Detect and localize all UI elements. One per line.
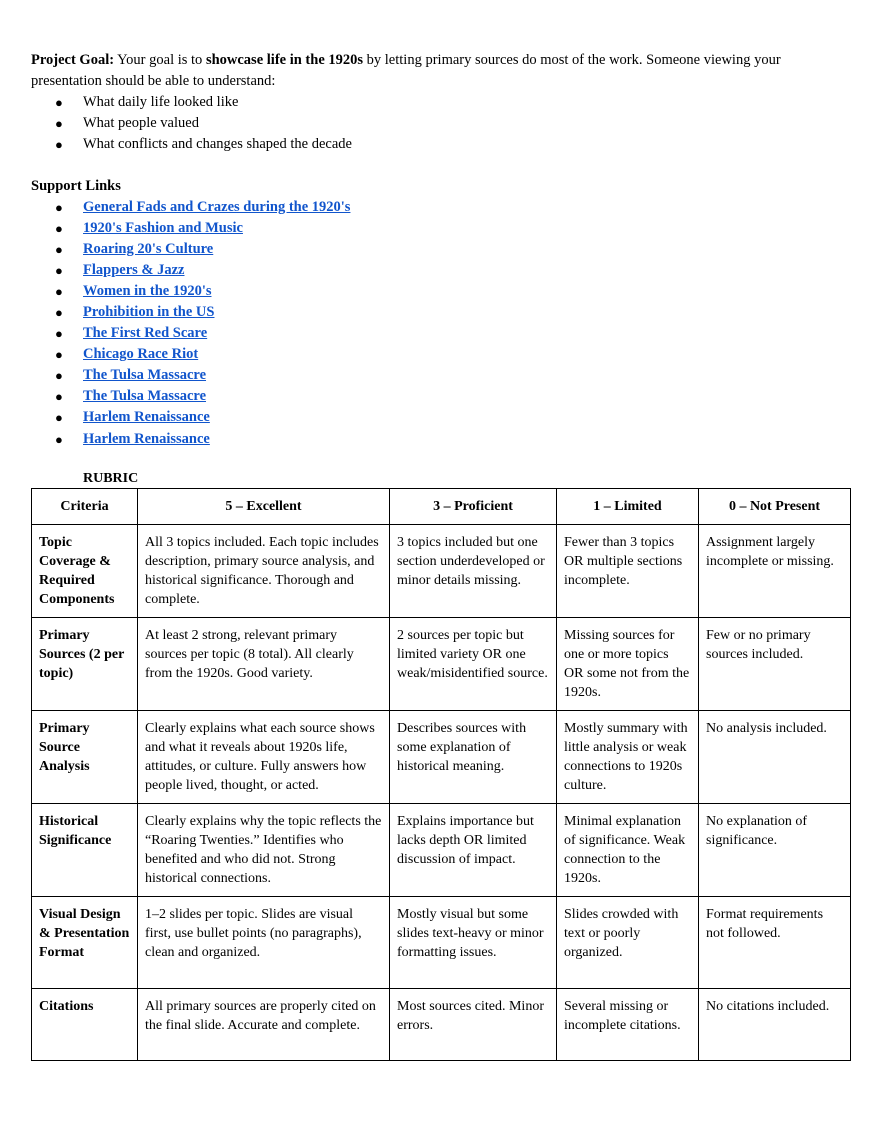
list-item: ● What daily life looked like <box>31 92 851 113</box>
list-item <box>31 197 851 218</box>
list-item <box>31 429 851 450</box>
list-item <box>31 218 851 239</box>
table-row <box>32 525 851 618</box>
table-row <box>32 897 851 989</box>
bullet-icon: ● <box>55 137 63 152</box>
list-item <box>31 407 851 428</box>
bullet-icon: ● <box>55 200 63 215</box>
link-tulsa-massacre-2[interactable]: The Tulsa Massacre <box>83 388 207 404</box>
bullet-icon: ● <box>55 410 63 425</box>
project-goal-text-2: by letting primary sources do most of the work. Someone viewing your presentation should be able to understand: <box>31 52 781 89</box>
criteria-cell: Citations <box>32 989 138 1061</box>
excellent-cell: All primary sources are properly cited on the final slide. Accurate and complete. <box>138 989 390 1061</box>
rubric-table <box>31 488 851 1061</box>
link-harlem-renaissance[interactable]: Harlem Renaissance <box>83 409 210 425</box>
list-item <box>31 323 851 344</box>
link-harlem-renaissance-2[interactable]: Harlem Renaissance <box>83 431 210 447</box>
bullet-icon: ● <box>55 116 63 131</box>
bullet-icon: ● <box>55 305 63 320</box>
proficient-cell: Describes sources with some explanation of historical meaning. <box>390 711 557 804</box>
table-row <box>32 618 851 711</box>
project-goal-emphasis: showcase life in the 1920s <box>205 52 364 68</box>
header-limited: 1 – Limited <box>557 489 699 525</box>
document-page <box>31 50 851 1061</box>
list-item <box>31 302 851 323</box>
list-item <box>31 386 851 407</box>
proficient-cell: 2 sources per topic but limited variety OR one weak/misidentified source. <box>390 618 557 711</box>
not-present-cell: No analysis included. <box>699 711 851 804</box>
rubric-title: RUBRIC <box>83 471 139 486</box>
limited-cell: Fewer than 3 topics OR multiple sections incomplete. <box>557 525 699 618</box>
link-women[interactable]: Women in the 1920's <box>83 283 212 299</box>
link-red-scare[interactable]: The First Red Scare <box>83 325 208 341</box>
list-item: ● What people valued <box>31 113 851 134</box>
support-links-list <box>31 197 851 450</box>
bullet-icon: ● <box>55 263 63 278</box>
link-prohibition[interactable]: Prohibition in the US <box>83 304 215 320</box>
bullet-icon: ● <box>55 284 63 299</box>
criteria-cell: Visual Design & Presentation Format <box>32 897 138 989</box>
limited-cell: Minimal explanation of significance. Weak connection to the 1920s. <box>557 804 699 897</box>
link-chicago-race-riot[interactable]: Chicago Race Riot <box>83 346 199 362</box>
project-goal-paragraph <box>31 50 851 92</box>
bullet-icon: ● <box>55 432 63 447</box>
header-criteria: Criteria <box>32 489 138 525</box>
project-goal-text-1: Your goal is to <box>114 52 206 68</box>
proficient-cell: Most sources cited. Minor errors. <box>390 989 557 1061</box>
not-present-cell: Assignment largely incomplete or missing. <box>699 525 851 618</box>
goal-bullet-list <box>31 92 851 155</box>
header-excellent: 5 – Excellent <box>138 489 390 525</box>
header-not-present: 0 – Not Present <box>699 489 851 525</box>
limited-cell: Several missing or incomplete citations. <box>557 989 699 1061</box>
excellent-cell: Clearly explains what each source shows and what it reveals about 1920s life, attitudes, or culture. Fully answers how people lived, thought, or acted. <box>138 711 390 804</box>
table-row <box>32 804 851 897</box>
bullet-icon: ● <box>55 326 63 341</box>
bullet-icon: ● <box>55 368 63 383</box>
proficient-cell: Explains importance but lacks depth OR limited discussion of impact. <box>390 804 557 897</box>
project-goal-label: Project Goal: <box>31 52 115 68</box>
proficient-cell: 3 topics included but one section underdeveloped or minor details missing. <box>390 525 557 618</box>
link-roaring-culture[interactable]: Roaring 20's Culture <box>83 241 214 257</box>
bullet-icon: ● <box>55 347 63 362</box>
limited-cell: Mostly summary with little analysis or weak connections to 1920s culture. <box>557 711 699 804</box>
criteria-cell: Primary Source Analysis <box>32 711 138 804</box>
not-present-cell: Few or no primary sources included. <box>699 618 851 711</box>
spacer <box>31 155 851 176</box>
excellent-cell: Clearly explains why the topic reflects the “Roaring Twenties.” Identifies who benefited and who did not. Strong historical connections. <box>138 804 390 897</box>
list-item <box>31 344 851 365</box>
bullet-icon: ● <box>55 95 63 110</box>
list-item <box>31 260 851 281</box>
link-fashion-music[interactable]: 1920's Fashion and Music <box>83 220 243 236</box>
link-tulsa-massacre[interactable]: The Tulsa Massacre <box>83 367 207 383</box>
table-row <box>32 989 851 1061</box>
not-present-cell: No explanation of significance. <box>699 804 851 897</box>
bullet-icon: ● <box>55 221 63 236</box>
table-header-row <box>32 489 851 525</box>
criteria-cell: Primary Sources (2 per topic) <box>32 618 138 711</box>
excellent-cell: 1–2 slides per topic. Slides are visual first, use bullet points (no paragraphs), clean and organized. <box>138 897 390 989</box>
bullet-icon: ● <box>55 242 63 257</box>
list-item <box>31 365 851 386</box>
list-item: ● What conflicts and changes shaped the decade <box>31 134 851 155</box>
excellent-cell: At least 2 strong, relevant primary sources per topic (8 total). All clearly from the 1920s. Good variety. <box>138 618 390 711</box>
list-item <box>31 281 851 302</box>
list-item <box>31 239 851 260</box>
not-present-cell: Format requirements not followed. <box>699 897 851 989</box>
link-flappers-jazz[interactable]: Flappers & Jazz <box>83 262 185 278</box>
table-row <box>32 711 851 804</box>
support-links-title: Support Links <box>31 178 121 194</box>
criteria-cell: Topic Coverage & Required Components <box>32 525 138 618</box>
header-proficient: 3 – Proficient <box>390 489 557 525</box>
limited-cell: Missing sources for one or more topics OR some not from the 1920s. <box>557 618 699 711</box>
limited-cell: Slides crowded with text or poorly organized. <box>557 897 699 989</box>
link-fads-crazes[interactable]: General Fads and Crazes during the 1920's <box>83 199 351 215</box>
proficient-cell: Mostly visual but some slides text-heavy or minor formatting issues. <box>390 897 557 989</box>
not-present-cell: No citations included. <box>699 989 851 1061</box>
bullet-icon: ● <box>55 389 63 404</box>
criteria-cell: Historical Significance <box>32 804 138 897</box>
excellent-cell: All 3 topics included. Each topic includes description, primary source analysis, and historical significance. Thorough and complete. <box>138 525 390 618</box>
